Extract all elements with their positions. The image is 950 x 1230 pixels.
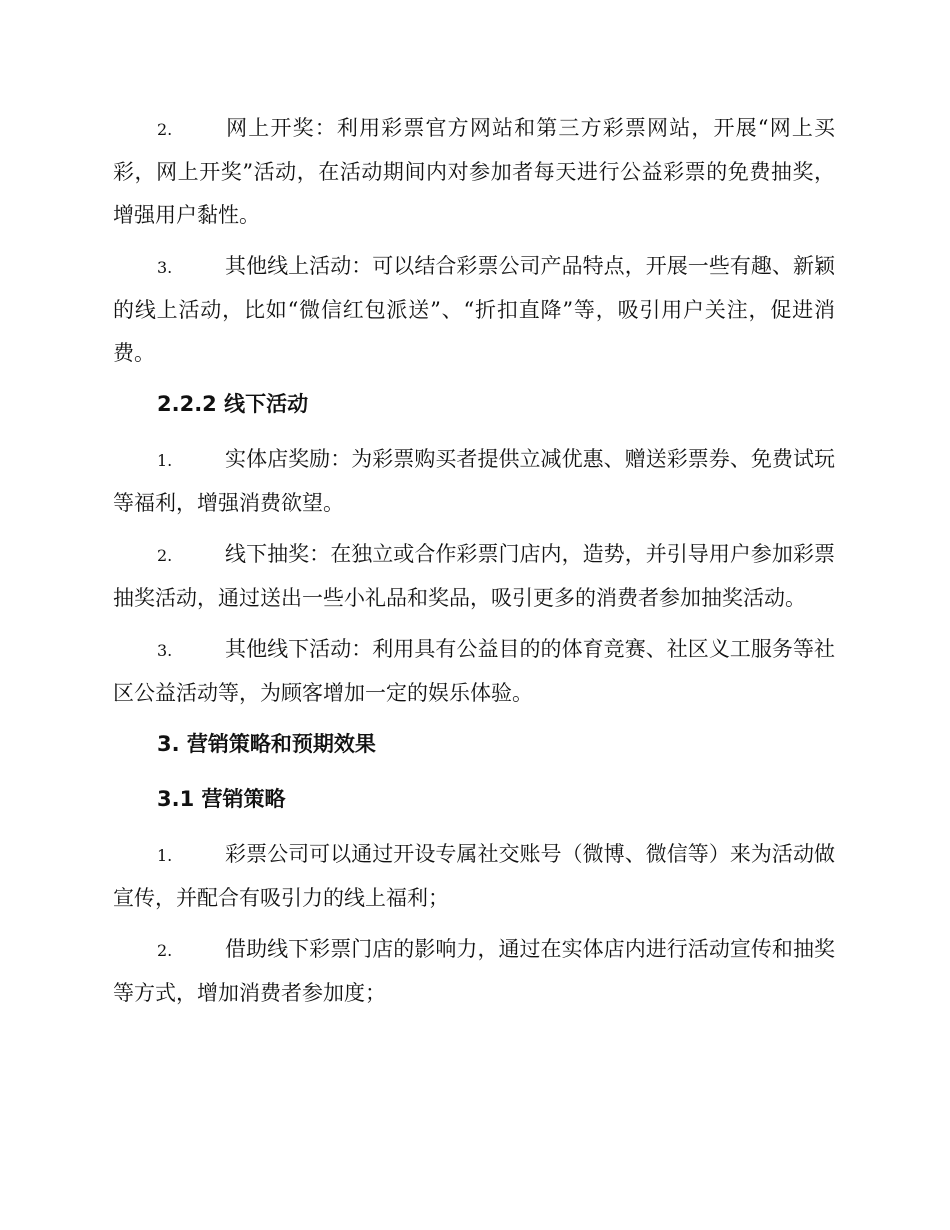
list-number: 2. xyxy=(157,546,173,565)
list-item-other-offline xyxy=(113,628,835,715)
list-item-text: 网上开奖：利用彩票官方网站和第三方彩票网站，开展“网上买彩，网上开奖”活动，在活动期间内对参加者每天进行公益彩票的免费抽奖，增强用户黏性。 xyxy=(113,116,835,227)
list-number: 3. xyxy=(157,258,173,277)
list-item-store-influence xyxy=(113,928,835,1015)
list-item-text: 借助线下彩票门店的影响力，通过在实体店内进行活动宣传和抽奖等方式，增加消费者参加度； xyxy=(113,937,835,1005)
document-page xyxy=(113,107,835,1023)
section-heading-marketing-strategy: 3.1 营销策略 xyxy=(157,787,286,811)
list-number: 1. xyxy=(157,451,173,470)
list-number: 2. xyxy=(157,941,173,960)
list-item-text: 其他线上活动：可以结合彩票公司产品特点，开展一些有趣、新颖的线上活动，比如“微信红包派送”、“折扣直降”等，吸引用户关注，促进消费。 xyxy=(113,254,835,365)
list-item-text: 实体店奖励：为彩票购买者提供立减优惠、赠送彩票券、免费试玩等福利，增强消费欲望。 xyxy=(113,447,835,515)
list-item-social-accounts xyxy=(113,833,835,920)
list-item-text: 线下抽奖：在独立或合作彩票门店内，造势，并引导用户参加彩票抽奖活动，通过送出一些小礼品和奖品，吸引更多的消费者参加抽奖活动。 xyxy=(113,542,835,610)
list-item-text: 彩票公司可以通过开设专属社交账号（微博、微信等）来为活动做宣传，并配合有吸引力的线上福利； xyxy=(113,842,835,910)
list-number: 3. xyxy=(157,641,173,660)
list-item-store-rewards xyxy=(113,438,835,525)
list-item-text: 其他线下活动：利用具有公益目的的体育竞赛、社区义工服务等社区公益活动等，为顾客增加一定的娱乐体验。 xyxy=(113,637,835,705)
list-number: 2. xyxy=(157,120,173,139)
section-heading-offline-activities: 2.2.2 线下活动 xyxy=(157,392,309,416)
section-heading-marketing-strategy-and-effect: 3. 营销策略和预期效果 xyxy=(157,732,376,756)
list-item-online-draw xyxy=(113,107,835,237)
list-item-offline-draw xyxy=(113,533,835,620)
list-item-other-online xyxy=(113,245,835,375)
list-number: 1. xyxy=(157,846,173,865)
